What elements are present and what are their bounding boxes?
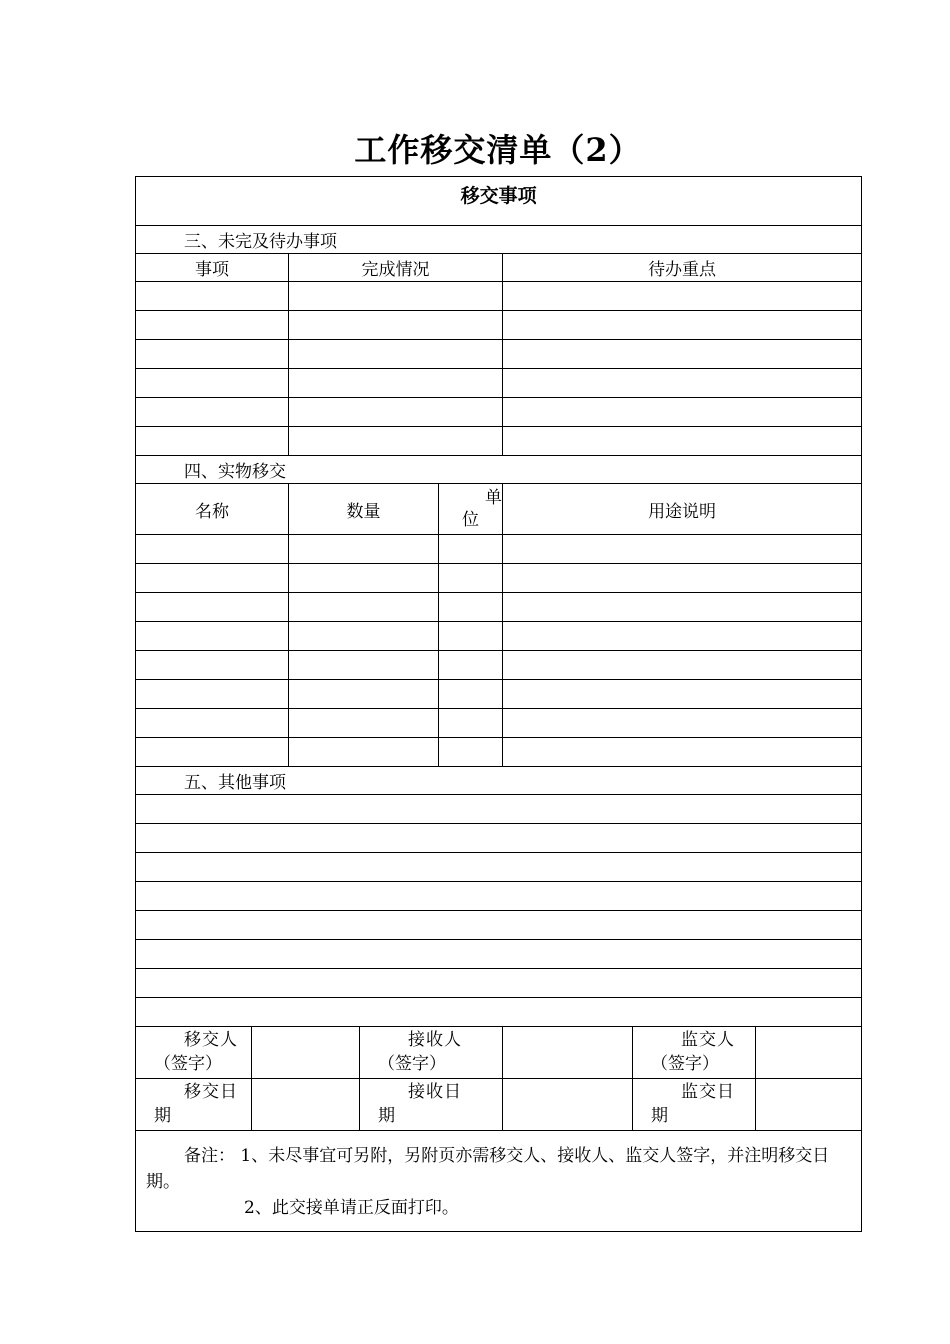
col-unit-line2: 位 [462,510,479,530]
table-row [136,282,862,311]
table-row [136,795,862,824]
handover-date-field[interactable] [252,1079,360,1131]
page-title: 工作移交清单（2） [354,131,642,169]
table-row [136,853,862,882]
table-row [136,738,862,767]
col-quantity: 数量 [289,484,439,535]
table-row [136,824,862,853]
receive-date-label: 接收日 期 [360,1079,503,1131]
table-row [136,535,862,564]
section-5-title: 五、其他事项 [136,767,862,795]
table-row [136,651,862,680]
note-line-1: 备注： 1、未尽事宜可另附，另附页亦需移交人、接收人、监交人签字，并注明移交日期。 [146,1146,830,1192]
receiver-signature-field[interactable] [503,1027,633,1079]
table-row [136,940,862,969]
col-unit-line1: 单 [485,488,502,508]
handover-date-label: 移交日 期 [136,1079,252,1131]
table-row [136,998,862,1027]
supervise-date-label: 监交日 期 [633,1079,756,1131]
note-line-2: 2、此交接单请正反面打印。 [244,1198,459,1218]
supervisor-label: 监交人 （签字） [633,1027,756,1079]
table-row [136,593,862,622]
supervisor-signature-field[interactable] [756,1027,862,1079]
col-todo: 待办重点 [503,254,862,282]
col-item: 事项 [136,254,289,282]
section-3-title: 三、未完及待办事项 [136,226,862,254]
table-row [136,369,862,398]
table-row [136,311,862,340]
table-row [136,340,862,369]
table-row [136,969,862,998]
table-row [136,564,862,593]
col-name: 名称 [136,484,289,535]
table-row [136,427,862,456]
section-4-title: 四、实物移交 [136,456,862,484]
col-status: 完成情况 [289,254,503,282]
receive-date-field[interactable] [503,1079,633,1131]
notes-block [136,1131,862,1232]
table-row [136,709,862,738]
handover-form-table [135,176,862,1232]
table-row [136,680,862,709]
col-unit [439,484,503,535]
table-row [136,911,862,940]
table-row [136,622,862,651]
handover-person-label: 移交人 （签字） [136,1027,252,1079]
handover-person-signature-field[interactable] [252,1027,360,1079]
receiver-label: 接收人 （签字） [360,1027,503,1079]
col-usage: 用途说明 [503,484,862,535]
table-row [136,882,862,911]
table-row [136,398,862,427]
supervise-date-field[interactable] [756,1079,862,1131]
form-header: 移交事项 [136,177,862,226]
